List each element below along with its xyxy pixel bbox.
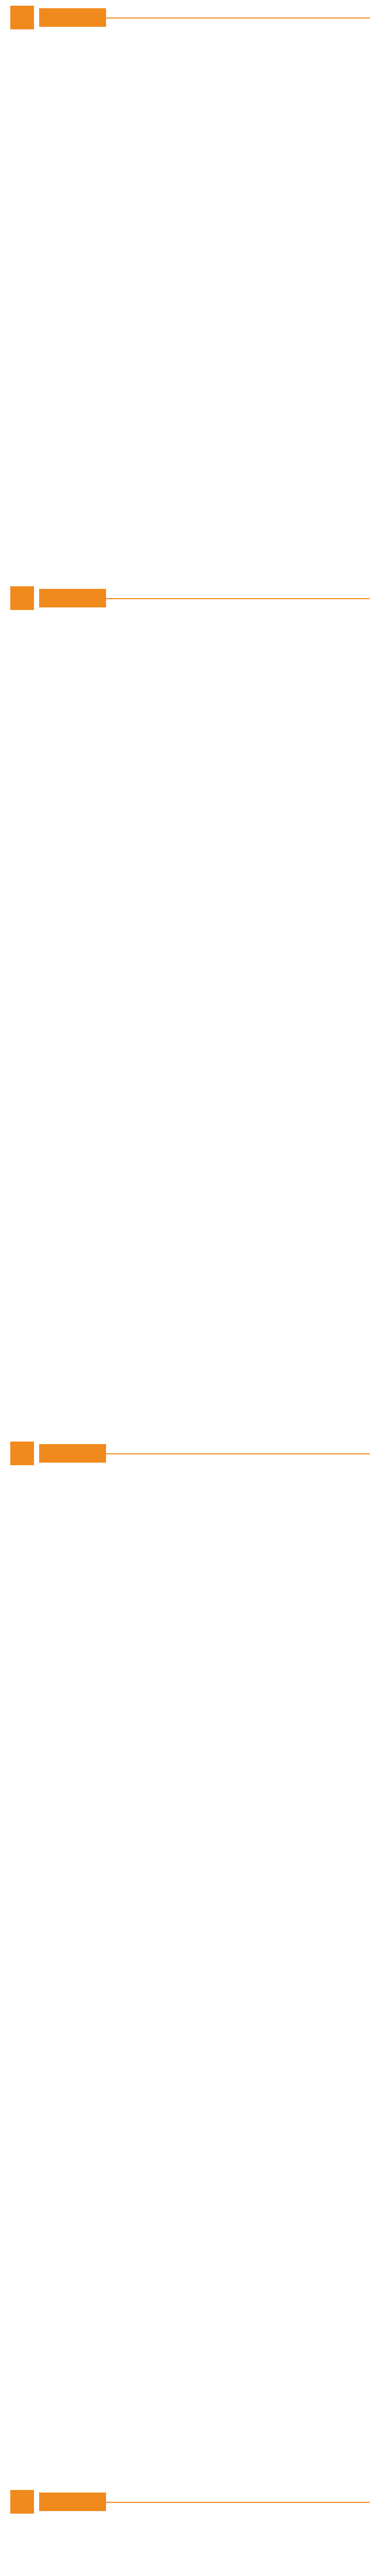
- section-1: [0, 4, 380, 365]
- section-2-paragraphs: [0, 612, 380, 1333]
- section-1-paragraphs: [0, 31, 380, 418]
- section-1-icon: [10, 6, 34, 29]
- paragraph: [10, 1863, 370, 1910]
- paragraph: [10, 1530, 370, 1576]
- section-2-icon: [10, 586, 34, 610]
- paragraph: [10, 674, 370, 721]
- paragraph: [10, 2197, 370, 2244]
- paragraph: [10, 1231, 370, 1277]
- paragraph: [10, 2142, 370, 2188]
- paragraph: [10, 2086, 370, 2132]
- paragraph: [10, 372, 370, 418]
- paragraph: [10, 1008, 370, 1055]
- paragraph: [10, 897, 370, 943]
- paragraph: [10, 149, 370, 196]
- paragraph: [10, 953, 370, 999]
- paragraph: [10, 2030, 370, 2077]
- paragraph: [10, 1064, 370, 1110]
- paragraph: [10, 1641, 370, 1687]
- section-3-icon: [10, 1442, 34, 1465]
- paragraph: [10, 786, 370, 832]
- paragraph: [10, 841, 370, 888]
- paragraph: [10, 1286, 370, 1333]
- paragraph: [10, 1175, 370, 1222]
- paragraph: [10, 261, 370, 307]
- paragraph: [10, 316, 370, 363]
- section-3: [0, 1440, 380, 2419]
- paragraph: [10, 94, 370, 140]
- paragraph: [10, 1120, 370, 1166]
- paragraph: [10, 1474, 370, 1520]
- paragraph: [10, 619, 370, 665]
- section-4-icon: [10, 2490, 34, 2514]
- section-3-paragraphs: [0, 1467, 380, 2299]
- paragraph: [10, 2253, 370, 2299]
- section-2: [0, 585, 380, 1409]
- paragraph: [10, 38, 370, 84]
- section-4-paragraphs: [0, 2515, 380, 2576]
- paragraph: [10, 1585, 370, 1632]
- paragraph: [10, 1975, 370, 2021]
- paragraph: [10, 1919, 370, 1965]
- section-2-rule: [93, 598, 370, 599]
- paragraph: [10, 1697, 370, 1743]
- paragraph: [10, 1808, 370, 1854]
- section-1-rule: [93, 18, 370, 19]
- paragraph: [10, 1752, 370, 1799]
- paragraph: [10, 730, 370, 776]
- section-4-rule: [93, 2502, 370, 2503]
- paragraph: [10, 205, 370, 251]
- section-3-rule: [93, 1453, 370, 1454]
- section-4: [0, 2488, 380, 2576]
- paragraph: [10, 2522, 370, 2569]
